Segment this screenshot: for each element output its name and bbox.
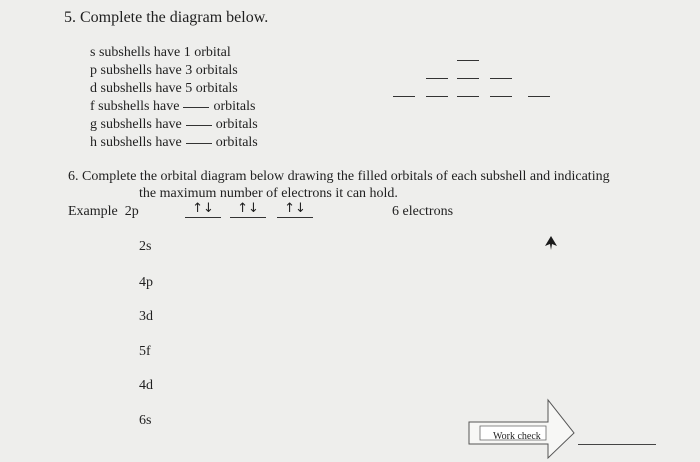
- subshell-3d: 3d: [139, 309, 153, 324]
- example-orbital-3: ↑↓: [277, 200, 313, 218]
- orbital-line: [490, 96, 512, 97]
- q5-line-d: d subshells have 5 orbitals: [90, 81, 238, 96]
- q5-line-g: [90, 118, 258, 132]
- q5-line-p: p subshells have 3 orbitals: [90, 63, 238, 78]
- g-orbitals-blank[interactable]: [186, 124, 212, 126]
- orbital-line: [457, 96, 479, 97]
- example-label: [68, 205, 139, 219]
- subshell-2s: 2s: [139, 239, 152, 254]
- subshell-5f: 5f: [139, 344, 151, 359]
- orbital-line: [457, 78, 479, 79]
- q5-line-h: [90, 136, 258, 150]
- work-check-arrow-icon[interactable]: [466, 396, 578, 460]
- example-orbital-1: ↑↓: [185, 200, 221, 218]
- orbital-line: [426, 78, 448, 79]
- f-orbitals-blank[interactable]: [183, 106, 209, 108]
- mouse-cursor-icon: [545, 236, 557, 250]
- q5-line-f-text: f subshells have: [90, 99, 180, 114]
- q5-line-h-text: h subshells have: [90, 135, 182, 150]
- subshell-6s: 6s: [139, 413, 152, 428]
- orbital-line: [457, 60, 479, 61]
- q5-line-s: s subshells have 1 orbital: [90, 45, 231, 60]
- example-result: 6 electrons: [392, 204, 454, 219]
- orbital-line: [490, 78, 512, 79]
- example-orbital-2: ↑↓: [230, 200, 266, 218]
- example-word: Example: [68, 204, 118, 219]
- orbital-line: [528, 96, 550, 97]
- work-check-answer-line[interactable]: [578, 444, 656, 445]
- question-6-title: 6. Complete the orbital diagram below drawing the filled orbitals of each subshell and indicating: [68, 169, 610, 184]
- subshell-4p: 4p: [139, 275, 153, 290]
- question-6-title-line2: the maximum number of electrons it can hold.: [139, 186, 398, 201]
- orbital-line: [393, 96, 415, 97]
- orbital-line: [426, 96, 448, 97]
- q5-line-g-text: g subshells have: [90, 117, 182, 132]
- subshell-4d: 4d: [139, 378, 153, 393]
- question-5-title: 5. Complete the diagram below.: [64, 9, 269, 26]
- h-orbitals-blank[interactable]: [186, 142, 212, 144]
- q5-line-f-post: orbitals: [213, 99, 256, 114]
- q5-line-g-post: orbitals: [215, 117, 258, 132]
- q5-line-h-post: orbitals: [215, 135, 258, 150]
- q5-line-f: [90, 100, 255, 114]
- example-subshell: 2p: [124, 204, 139, 219]
- work-check-label: Work check: [493, 431, 541, 442]
